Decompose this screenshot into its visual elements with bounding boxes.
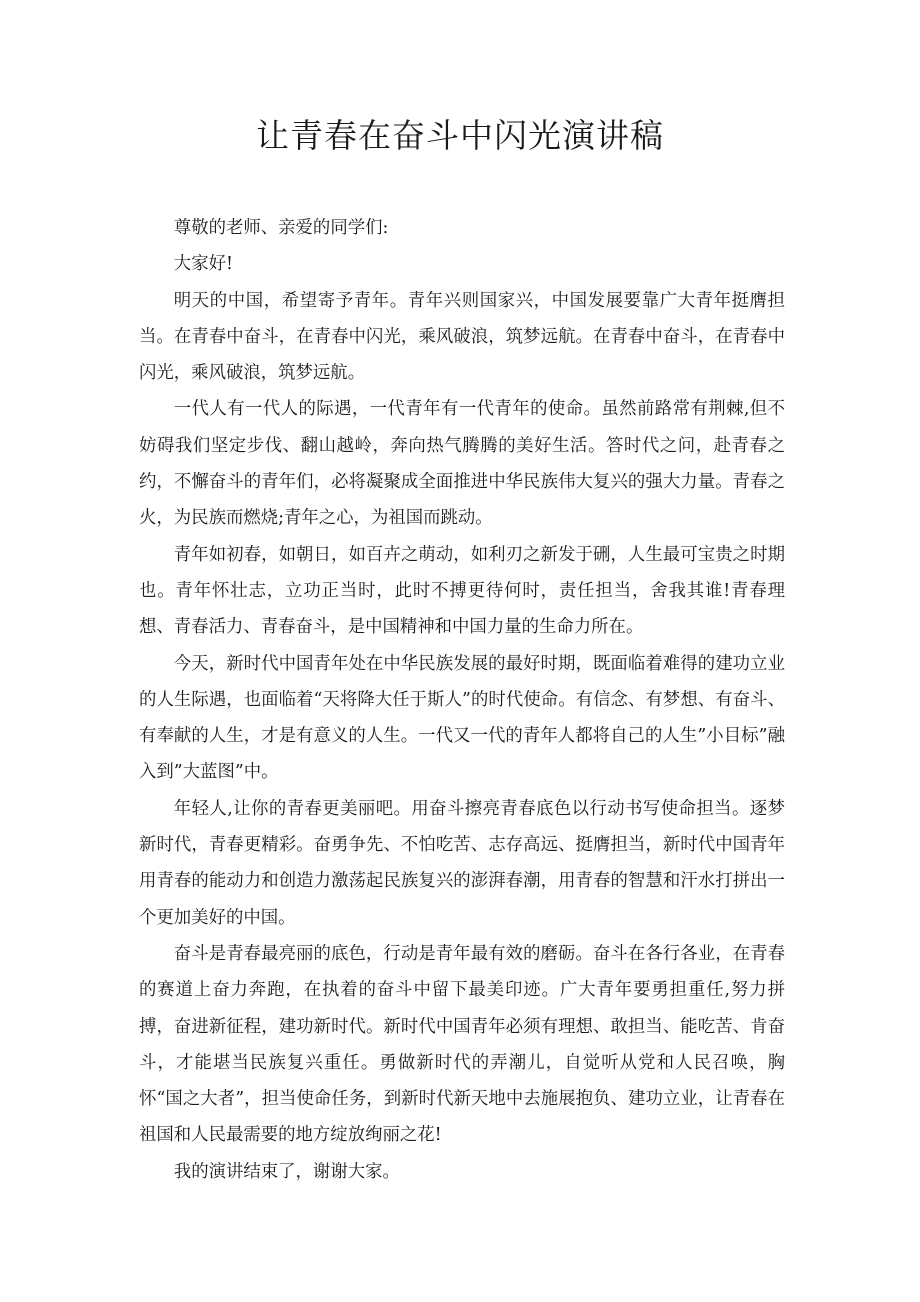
body-paragraph: 一代人有一代人的际遇，一代青年有一代青年的使命。虽然前路常有荆棘,但不妨碍我们坚定步伐、翻山越岭，奔向热气腾腾的美好生活。答时代之问，赴青春之约，不懈奋斗的青年们，必将凝聚成全面推进中华民族伟大复兴的强大力量。青春之火，为民族而燃烧;青年之心，为祖国而跳动。 (139, 399, 785, 529)
body-paragraph: 青年如初春，如朝日，如百卉之萌动，如利刃之新发于硎，人生最可宝贵之时期也。青年怀壮志，立功正当时，此时不搏更待何时，责任担当，舍我其谁!青春理想、青春活力、青春奋斗，是中国精神和中国力量的生命力所在。 (139, 544, 785, 638)
body-paragraph: 奋斗是青春最亮丽的底色，行动是青年最有效的磨砺。奋斗在各行各业，在青春的赛道上奋力奔跑，在执着的奋斗中留下最美印迹。广大青年要勇担重任,努力拼搏，奋进新征程，建功新时代。新时代中国青年必须有理想、敢担当、能吃苦、肯奋斗，才能堪当民族复兴重任。勇做新时代的弄潮儿，自觉听从党和人民召唤，胸怀“国之大者”，担当使命任务，到新时代新天地中去施展抱负、建功立业，让青春在祖国和人民最需要的地方绽放绚丽之花! (139, 943, 785, 1146)
closing: 我的演讲结束了，谢谢大家。 (173, 1161, 400, 1182)
document-title: 让青春在奋斗中闪光演讲稿 (256, 116, 664, 155)
greeting: 大家好! (173, 254, 233, 275)
body-paragraph: 今天，新时代中国青年处在中华民族发展的最好时期，既面临着难得的建功立业的人生际遇，也面临着“天将降大任于斯人”的时代使命。有信念、有梦想、有奋斗、有奉献的人生，才是有意义的人生。一代又一代的青年人都将自己的人生”小目标”融入到”大蓝图”中。 (139, 653, 785, 783)
salutation: 尊敬的老师、亲爱的同学们: (173, 218, 389, 238)
body-paragraph: 明天的中国，希望寄予青年。青年兴则国家兴，中国发展要靠广大青年挺膺担当。在青春中奋斗，在青春中闪光，乘风破浪，筑梦远航。在青春中奋斗，在青春中闪光，乘风破浪，筑梦远航。 (139, 290, 785, 384)
body-paragraph: 年轻人,让你的青春更美丽吧。用奋斗擦亮青春底色以行动书写使命担当。逐梦新时代，青春更精彩。奋勇争先、不怕吃苦、志存高远、挺膺担当，新时代中国青年用青春的能动力和创造力激荡起民族复兴的澎湃春潮，用青春的智慧和汗水打拼出一个更加美好的中国。 (139, 798, 785, 928)
document-body (139, 210, 785, 1190)
